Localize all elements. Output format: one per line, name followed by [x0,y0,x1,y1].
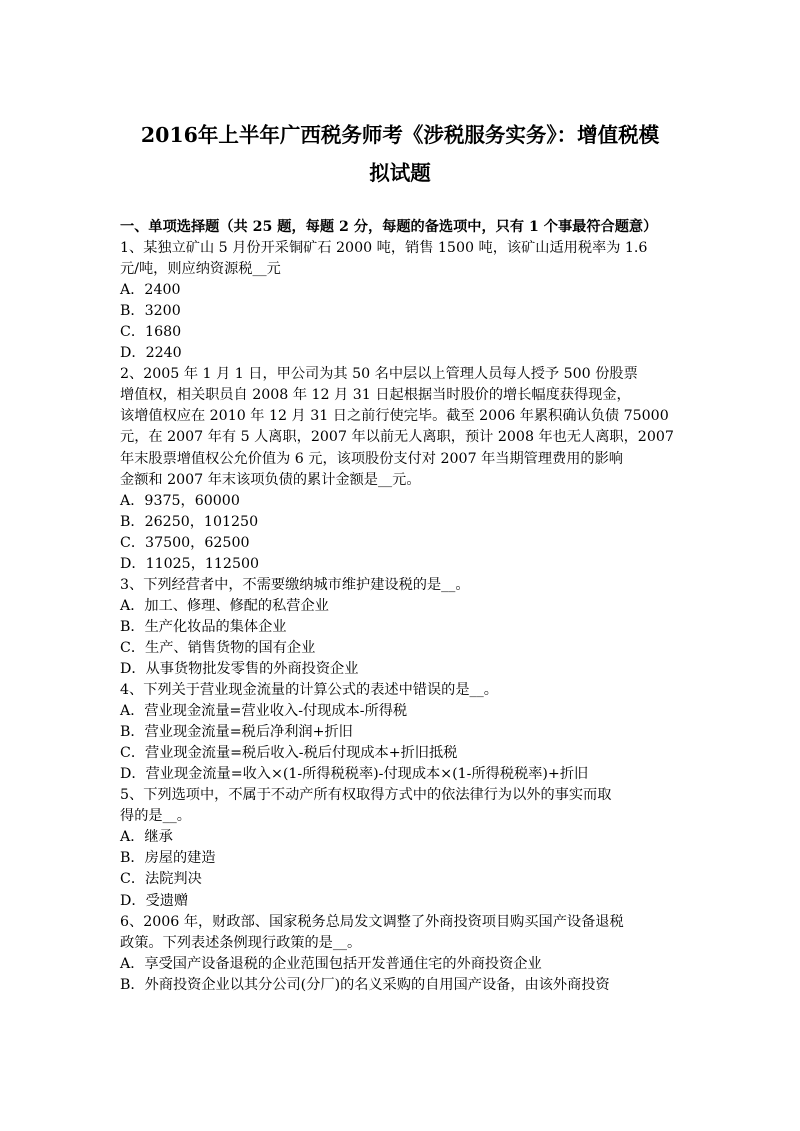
answer-option: C．1680 [120,324,182,341]
question-stem-line: 增值权，相关职员自 2008 年 12 月 31 日起根据当时股价的增长幅度获得现金， [120,387,631,404]
section-heading: 一、单项选择题（共 25 题，每题 2 分，每题的备选项中，只有 1 个事最符合题意） [120,219,658,235]
question-block [120,364,686,574]
answer-option: A．营业现金流量=营业收入-付现成本-所得税 [120,703,408,720]
answer-option: A．2400 [120,282,181,299]
answer-option: A．继承 [120,829,173,846]
answer-option: C．法院判决 [120,871,202,888]
question-stem-line: 年末股票增值权公允价值为 6 元，该项股份支付对 2007 年当期管理费用的影响 [120,450,623,467]
answer-option: B．生产化妆品的集体企业 [120,618,287,635]
answer-option: B．3200 [120,303,181,320]
question-block [120,785,686,911]
answer-option: D．营业现金流量=收入×(1-所得税税率)-付现成本×(1-所得税税率)+折旧 [120,766,589,783]
answer-option: B．26250，101250 [120,513,259,530]
title-line-1: 2016年上半年广西税务师考《涉税服务实务》：增值税模 [140,123,660,147]
question-stem-line: 该增值权应在 2010 年 12 月 31 日之前行使完毕。截至 2006 年累积确认负债 75000 [120,408,669,425]
answer-option: A．加工、修理、修配的私营企业 [120,597,329,614]
question-stem-line: 政策。下列表述条例现行政策的是__。 [120,934,362,951]
answer-option: C．37500，62500 [120,534,250,551]
question-stem-line: 6、2006 年，财政部、国家税务总局发文调整了外商投资项目购买国产设备退税 [120,913,624,930]
question-list [120,238,686,996]
question-block [120,238,686,364]
question-block [120,575,686,680]
answer-option: D．11025，112500 [120,555,260,572]
answer-option: D．受遗赠 [120,892,189,909]
question-stem-line: 2、2005 年 1 月 1 日，甲公司为其 50 名中层以上管理人员每人授予 500 份股票 [120,366,638,383]
question-stem-line: 金额和 2007 年末该项负债的累计金额是__元。 [120,471,421,488]
answer-option: A．9375，60000 [120,492,240,509]
question-stem-line: 元/吨，则应纳资源税__元 [120,261,281,278]
question-stem-line: 1、某独立矿山 5 月份开采铜矿石 2000 吨，销售 1500 吨，该矿山适用税率为 1.6 [120,240,648,257]
answer-option: D．从事货物批发零售的外商投资企业 [120,660,359,677]
question-stem-line: 3、下列经营者中，不需要缴纳城市维护建设税的是__。 [120,576,470,593]
answer-option: D．2240 [120,345,182,362]
question-stem-line: 4、下列关于营业现金流量的计算公式的表述中错误的是__。 [120,682,498,699]
question-stem-line: 元，在 2007 年有 5 人离职，2007 年以前无人离职，预计 2008 年也无人离职，2007 [120,429,674,446]
answer-option: B．房屋的建造 [120,850,216,867]
question-stem-line: 得的是__。 [120,808,191,825]
question-stem-line: 5、下列选项中，不属于不动产所有权取得方式中的依法律行为以外的事实而取 [120,787,612,804]
document-title [100,116,700,192]
answer-option: B．营业现金流量=税后净利润+折旧 [120,724,353,741]
answer-option: C．营业现金流量=税后收入-税后付现成本+折旧抵税 [120,745,458,762]
title-line-2: 拟试题 [369,161,431,185]
question-block [120,680,686,785]
answer-option: C．生产、销售货物的国有企业 [120,639,316,656]
document-body [120,217,686,996]
answer-option: A．享受国产设备退税的企业范围包括开发普通住宅的外商投资企业 [120,955,542,972]
question-block [120,912,686,996]
answer-option: B．外商投资企业以其分公司(分厂)的名义采购的自用国产设备，由该外商投资 [120,976,610,993]
